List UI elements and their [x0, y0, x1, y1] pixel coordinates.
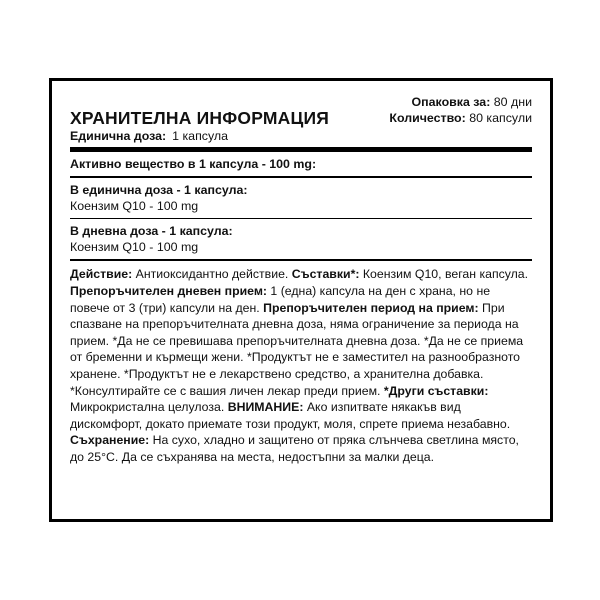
package-qty-row: [389, 111, 532, 127]
narrative-heading-2: Препоръчителен дневен прием:: [70, 283, 268, 298]
daily-dose-block-heading: В дневна доза - 1 капсула:: [70, 224, 233, 239]
page-title: ХРАНИТЕЛНА ИНФОРМАЦИЯ: [70, 107, 330, 128]
narrative-body-1: Коензим Q10, веган капсула.: [359, 267, 529, 282]
narrative-body-6: На сухо, хладно и защитено от пряка слънчева светлина място, до 25°C. Да се съхранява на места, недостъпни за малки деца.: [70, 433, 519, 464]
narrative-body-4: Микрокристална целулоза.: [70, 400, 228, 415]
package-qty-value: 80 капсули: [469, 110, 532, 125]
unit-dose-block: [70, 178, 532, 218]
title-row: [70, 95, 532, 128]
package-qty-label: Количество:: [389, 110, 466, 125]
active-substance-block: [70, 152, 532, 176]
narrative-heading-6: Съхранение:: [70, 433, 150, 448]
daily-dose-block: [70, 219, 532, 259]
narrative-heading-0: Действие:: [70, 267, 133, 282]
unit-dose-value: 1 капсула: [172, 128, 229, 143]
nutrition-facts-panel: [49, 78, 553, 522]
narrative-body-5: Ако изпитвате някакъв вид дискомфорт, докато приемате този продукт, моля, спрете приема незабавно.: [70, 400, 511, 431]
unit-dose-row: [70, 129, 532, 143]
unit-dose-block-line: Коензим Q10 - 100 mg: [70, 199, 199, 213]
narrative-body-2: 1 (една) капсула на ден с храна, но не повече от 3 (три) капсули на ден.: [70, 283, 491, 315]
narrative-heading-1: Съставки*:: [291, 267, 360, 282]
unit-dose-block-heading: В единична доза - 1 капсула:: [70, 182, 248, 197]
package-days-value: 80 дни: [493, 95, 532, 109]
package-days-row: [389, 95, 532, 111]
active-substance-heading: Активно вещество в 1 капсула - 100 mg:: [70, 156, 317, 171]
narrative-body-0: Антиоксидантно действие.: [132, 267, 292, 282]
narrative-heading-5: ВНИМАНИЕ:: [227, 400, 304, 415]
narrative-body-3: При спазване на препоръчителната дневна доза, няма ограничение за периода на прием. *Да не се превишава препоръчителната дневна доза. *Да не се приема от бременни и кърмещи жени. *Продуктът не е заместител на разнообразното хранене. *Продуктът не е лекарствено средство, а хранителна добавка. *Консултирайте се с вашия личен лекар преди прием.: [70, 300, 524, 398]
package-days-label: Опаковка за:: [411, 95, 491, 109]
daily-dose-block-line: Коензим Q10 - 100 mg: [70, 240, 199, 255]
narrative-heading-4: *Други съставки:: [383, 383, 489, 398]
narrative-heading-3: Препоръчителен период на прием:: [263, 300, 479, 315]
package-info: [389, 95, 532, 128]
narrative-text: [70, 261, 532, 465]
unit-dose-label: Единична доза:: [70, 128, 167, 143]
